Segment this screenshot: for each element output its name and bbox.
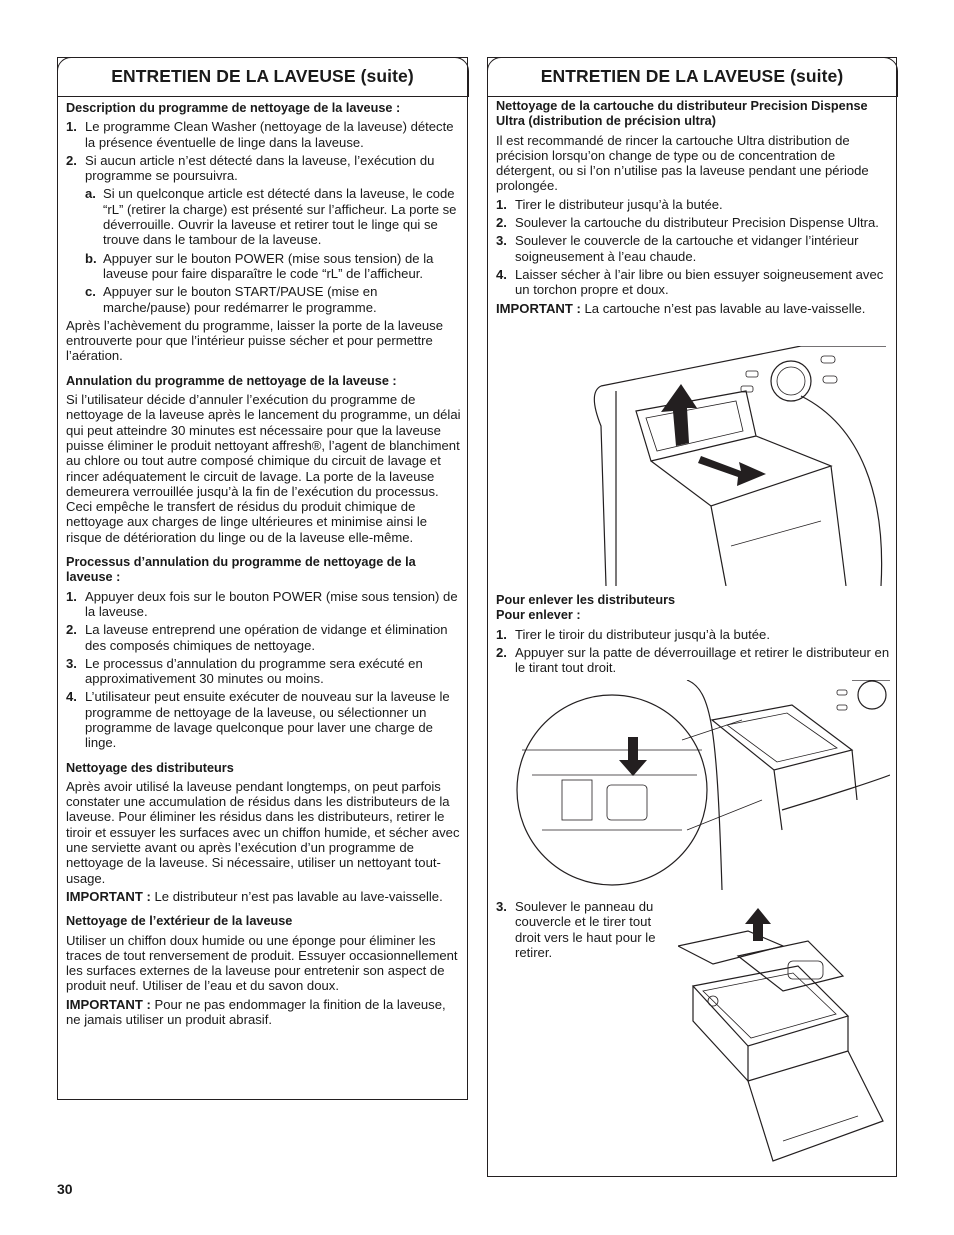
left-column-title: ENTRETIEN DE LA LAVEUSE (suite): [57, 57, 469, 97]
sub-list-item: c. Appuyer sur le bouton START/PAUSE (mise en marche/pause) pour redémarrer le programme.: [85, 284, 378, 315]
remove-dispensers-subheading: Pour enlever :: [496, 608, 581, 623]
list-item: 3. Soulever le couvercle de la cartouche et vidanger l’intérieur soigneusement à l’eau chaude.: [496, 233, 859, 264]
cartridge-cleaning-heading: Nettoyage de la cartouche du distributeur Precision Dispense Ultra (distribution de précision ultra): [496, 99, 868, 129]
exterior-cleaning-heading: Nettoyage de l’extérieur de la laveuse: [66, 914, 293, 929]
dispenser-cleaning-heading: Nettoyage des distributeurs: [66, 760, 234, 775]
list-item: 1. Le programme Clean Washer (nettoyage de la laveuse) détecte la présence éventuelle de linge dans la laveuse.: [66, 119, 454, 150]
important-note: IMPORTANT : Le distributeur n’est pas lavable au lave-vaisselle.: [66, 888, 443, 904]
page-number: 30: [57, 1181, 73, 1197]
right-column-body-step3: [496, 899, 671, 963]
paragraph: Après l’achèvement du programme, laisser la porte de la laveuse entrouverte pour que l’intérieur puisse sécher et pour permettre l’aération.: [66, 317, 444, 364]
important-note: IMPORTANT : La cartouche n’est pas lavable au lave-vaisselle.: [496, 300, 866, 316]
right-column-title: ENTRETIEN DE LA LAVEUSE (suite): [487, 57, 898, 97]
important-note: IMPORTANT : Pour ne pas endommager la finition de la laveuse, ne jamais utiliser un produit abrasif.: [66, 996, 446, 1028]
paragraph: Il est recommandé de rincer la cartouche Ultra distribution de précision lorsqu’on change de type ou de concentration de détergent, ou si l’on n’utilise pas la laveuse pendant une période prolongée.: [496, 132, 869, 194]
lid-panel-removal-illustration: [678, 906, 888, 1166]
left-column-body: [66, 101, 463, 1030]
list-item: 4. L’utilisateur peut ensuite exécuter de nouveau sur la laveuse le programme de nettoyage de la laveuse, ou sélectionner un programme de lavage quelconque pour laver une charge de linge.: [66, 689, 450, 751]
list-item: 3. Soulever le panneau du couvercle et le tirer tout droit vers le haut pour le retirer.: [496, 899, 656, 960]
sub-list-item: b. Appuyer sur le bouton POWER (mise sous tension) de la laveuse pour faire disparaître le code “rL” de l’afficheur.: [85, 250, 434, 281]
list-item: 1. Tirer le distributeur jusqu’à la butée.: [496, 196, 723, 212]
right-column: [487, 57, 897, 1177]
paragraph: Si l’utilisateur décide d’annuler l’exécution du programme de nettoyage de la laveuse après le lancement du programme, un délai qui peut atteindre 30 minutes est nécessaire pour que la laveuse puisse éliminer le produit nettoyant affresh®, l’agent de blanchiment au chlore ou tout autre composé chimique du circuit de lavage et rincer adéquatement le circuit de lavage. La porte de la laveuse demeurera verrouillée jusqu’à la fin de l’exécution du processus. Ceci empêche le transfert de résidus du produit chimique de nettoyage aux charges de linge ultérieures et minimise ainsi le risque de détérioration du linge ou de la laveuse elle-même.: [66, 392, 461, 545]
right-column-body-top: [496, 99, 892, 319]
list-item: 2. Si aucun article n’est détecté dans la laveuse, l’exécution du programme se poursuivra.: [66, 152, 435, 184]
cancel-cycle-heading: Annulation du programme de nettoyage de la laveuse :: [66, 373, 397, 388]
list-item: 1. Appuyer deux fois sur le bouton POWER (mise sous tension) de la laveuse.: [66, 588, 458, 619]
remove-dispensers-heading: Pour enlever les distributeurs: [496, 593, 676, 607]
release-tab-illustration: [512, 680, 890, 890]
left-column: [57, 57, 468, 1100]
list-item: 4. Laisser sécher à l’air libre ou bien essuyer soigneusement avec un torchon propre et doux.: [496, 266, 884, 298]
list-item: 2. La laveuse entreprend une opération de vidange et élimination des composés chimiques de nettoyage.: [66, 622, 448, 653]
sub-list-item: a. Si un quelconque article est détecté dans la laveuse, le code “rL” (retirer la charge) est présenté sur l’afficheur. La porte se déverrouille. Ouvrir la laveuse et retirer tout le linge qui se trouve dans le tambour de la laveuse.: [85, 186, 457, 248]
paragraph: Utiliser un chiffon doux humide ou une éponge pour éliminer les traces de tout renversement de produit. Essuyer occasionnellement les surfaces externes de la laveuse pour entretenir son aspect de produit neuf. Utiliser de l’eau et du savon doux.: [66, 932, 458, 994]
paragraph: Après avoir utilisé la laveuse pendant longtemps, on peut parfois constater une accumulation de résidus dans les distributeurs de la laveuse. Pour éliminer les résidus dans les distributeurs, retirer le tiroir et essuyer les surfaces avec un chiffon humide, et sécher avec une serviette avant ou après l’exécution d’un programme de nettoyage de la laveuse. Si nécessaire, utiliser un nettoyant tout-usage.: [66, 778, 460, 886]
cartridge-removal-illustration: [501, 346, 886, 586]
list-item: 2. Soulever la cartouche du distributeur Precision Dispense Ultra.: [496, 215, 879, 231]
cleaning-cycle-description-heading: Description du programme de nettoyage de la laveuse :: [66, 101, 401, 115]
list-item: 2. Appuyer sur la patte de déverrouillage et retirer le distributeur en le tirant tout droit.: [496, 644, 890, 676]
list-item: 1. Tirer le tiroir du distributeur jusqu’à la butée.: [496, 626, 770, 642]
cancel-process-heading: Processus d’annulation du programme de nettoyage de la laveuse :: [66, 555, 416, 585]
list-item: 3. Le processus d’annulation du programme sera exécuté en approximativement 30 minutes ou moins.: [66, 655, 423, 687]
right-column-body-mid: [496, 593, 892, 678]
